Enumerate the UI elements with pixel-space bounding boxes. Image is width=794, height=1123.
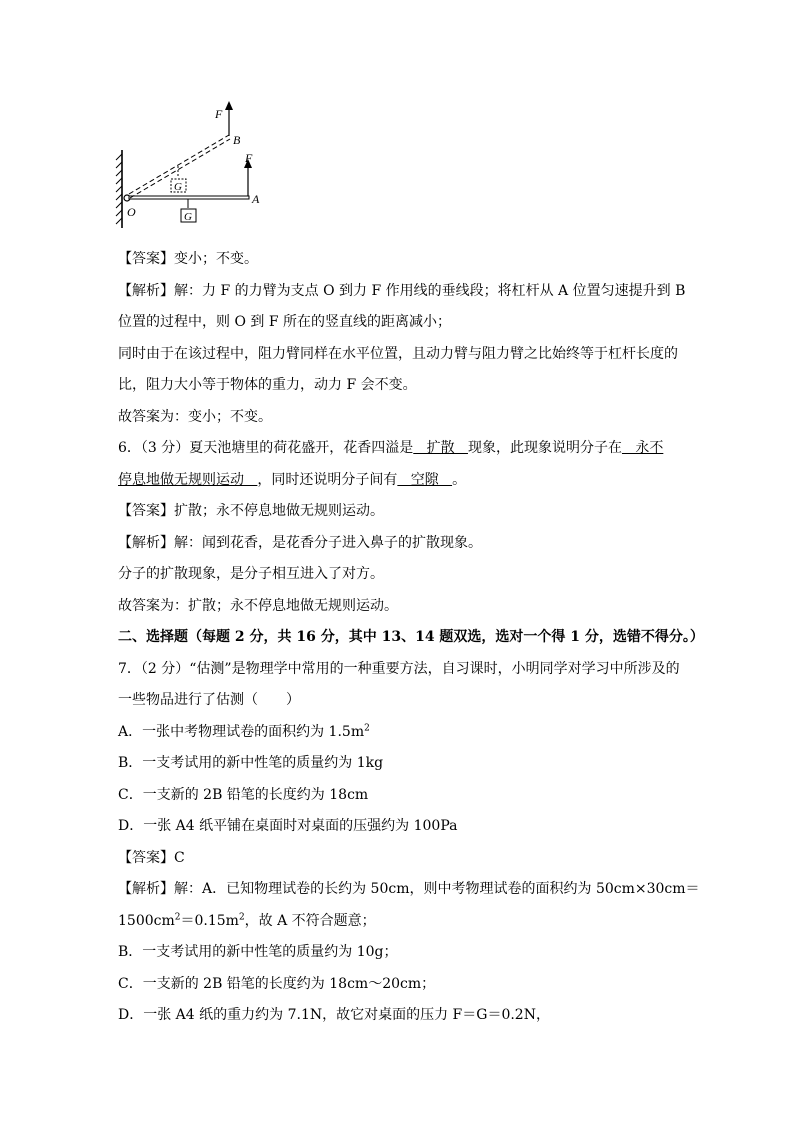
q7-option-d: D．一张 A4 纸平铺在桌面时对桌面的压强约为 100Pa (118, 818, 458, 834)
wall-hatching (116, 154, 122, 224)
label-F-top: F (215, 107, 223, 121)
q5-analysis-line-4: 比，阻力大小等于物体的重力，动力 F 会不变。 (118, 377, 417, 393)
q7-analysis-b: B．一支考试用的新中性笔的质量约为 10g； (118, 944, 398, 960)
q6-blank-3: 空隙 (397, 471, 453, 488)
q7-option-a-superscript: 2 (364, 722, 370, 733)
q6-stem-a: 6．（3 分）夏天池塘里的荷花盛开，花香四溢是 (118, 440, 414, 456)
q6-conclusion: 故答案为：扩散；永不停息地做无规则运动。 (118, 597, 398, 614)
q7-analysis-2e: ，故 A 不符合题意； (244, 912, 376, 929)
q7-analysis-line-2 (118, 906, 678, 938)
lever-horizontal (129, 196, 249, 199)
q6-stem-c: ，同时还说明分子间有 (257, 471, 398, 488)
q6-blank-1: 扩散 (413, 440, 468, 456)
q7-analysis-2c: ＝0.15m (180, 912, 239, 929)
q5-conclusion: 故答案为：变小；不变。 (118, 408, 272, 425)
q7-stem-line-1: 7．（2 分）“估测”是物理学中常用的一种重要方法，自习课时，小明同学对学习中所涉及的 (118, 660, 680, 677)
label-A: A (252, 192, 260, 206)
q7-analysis-2b: 2 (174, 911, 181, 922)
q7-analysis-line-1: 【解析】解：A．已知物理试卷的长约为 50cm，则中考物理试卷的面积约为 50cm×30cm＝ (118, 881, 700, 897)
q7-analysis-d: D．一张 A4 纸的重力约为 7.1N，故它对桌面的压力 F＝G＝0.2N， (118, 1007, 550, 1023)
q7-stem-line-2: 一些物品进行了估测（ ） (118, 692, 300, 708)
lever-diagram (112, 100, 272, 230)
q7-option-a (118, 717, 678, 749)
label-O: O (127, 205, 136, 219)
q6-answer: 【答案】扩散；永不停息地做无规则运动。 (118, 503, 384, 519)
q6-stem-d: 。 (452, 471, 467, 488)
q6-stem-line-1 (118, 433, 678, 465)
label-G-lower: G (184, 211, 192, 223)
q5-analysis-line-2: 位置的过程中，则 O 到 F 所在的竖直线的距离减小； (118, 314, 451, 330)
section-2-heading: 二、选择题（每题 2 分，共 16 分，其中 13、14 题双选，选对一个得 1 分，选错不得分。） (118, 629, 704, 645)
q7-analysis-2a: 1500cm (118, 912, 175, 929)
q7-option-b: B．一支考试用的新中性笔的质量约为 1kg (118, 755, 384, 771)
q6-stem-b: 现象，此现象说明分子在 (467, 440, 622, 456)
q7-analysis-c: C．一支新的 2B 铅笔的长度约为 18cm～20cm； (118, 975, 436, 992)
q6-stem-line-2 (118, 465, 678, 497)
q5-analysis-line-1: 【解析】解：力 F 的力臂为支点 O 到力 F 作用线的垂线段；将杠杆从 A 位置匀速提升到 B (118, 282, 686, 299)
q5-answer: 【答案】变小；不变。 (118, 251, 258, 267)
q6-blank-2b: 停息地做无规则运动 (118, 471, 258, 488)
q7-analysis-2d: 2 (238, 911, 245, 922)
q7-option-c: C．一支新的 2B 铅笔的长度约为 18cm (118, 786, 369, 803)
label-F-right: F (245, 151, 253, 165)
label-B: B (233, 133, 241, 147)
document-body (118, 244, 704, 1032)
force-arrowhead-B (225, 101, 233, 110)
q5-analysis-line-3: 同时由于在该过程中，阻力臂同样在水平位置，且动力臂与阻力臂之比始终等于杠杆长度的 (118, 345, 678, 362)
q6-analysis-line-2: 分子的扩散现象，是分子相互进入了对方。 (118, 566, 384, 582)
q6-analysis-line-1: 【解析】解：闻到花香，是花香分子进入鼻子的扩散现象。 (118, 534, 482, 551)
q7-answer: 【答案】C (118, 849, 185, 866)
q7-option-a-text: A．一张中考物理试卷的面积约为 1.5m (118, 723, 365, 740)
q6-blank-2a: 永不 (621, 440, 664, 456)
label-G-upper: G (174, 181, 182, 193)
